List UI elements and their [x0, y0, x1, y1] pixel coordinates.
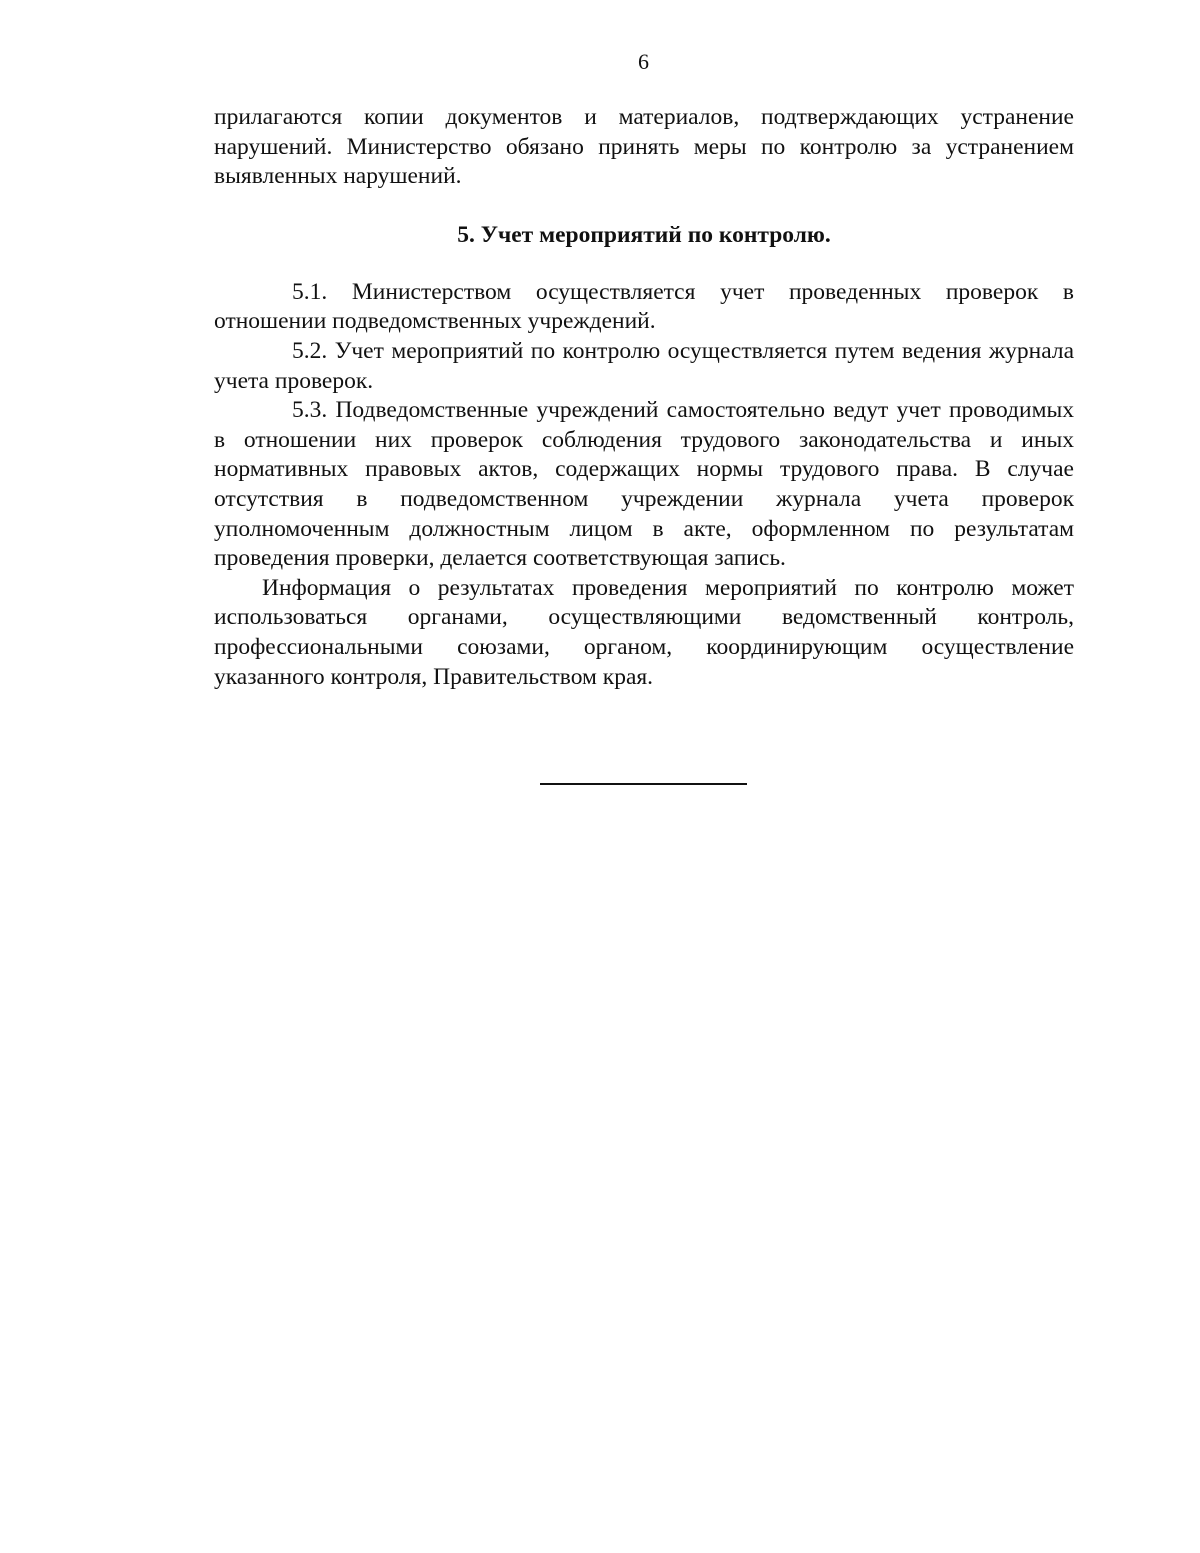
page-number: 6 — [638, 49, 649, 74]
clause-5-3: 5.3. Подведомственные учреждений самостоятельно ведут учет проводимых в отношении них проверок соблюдения трудового законодательства и иных нормативных правовых актов, содержащих нормы трудового права. В случае отсутствия в подведомственном учреждении журнала учета проверок уполномоченным должностным лицом в акте, оформленном по результатам проведения проверки, делается соответствующая запись. — [214, 397, 1074, 572]
section-heading: 5. Учет мероприятий по контролю. — [457, 221, 831, 248]
closing-paragraph: Информация о результатах проведения мероприятий по контролю может использоваться органами, осуществляющими ведомственный контроль, профессиональными союзами, органом, координирующим осуществление указанного контроля, Правительством края. — [214, 574, 1074, 690]
end-of-document-rule — [540, 783, 747, 785]
intro-paragraph: прилагаются копии документов и материалов, подтверждающих устранение нарушений. Министерство обязано принять меры по контролю за устранением выявленных нарушений. — [214, 104, 1074, 190]
clause-5-1: 5.1. Министерством осуществляется учет проведенных проверок в отношении подведомственных учреждений. — [214, 278, 1074, 335]
document-body — [214, 103, 1074, 692]
clause-5-2: 5.2. Учет мероприятий по контролю осуществляется путем ведения журнала учета проверок. — [214, 337, 1074, 394]
